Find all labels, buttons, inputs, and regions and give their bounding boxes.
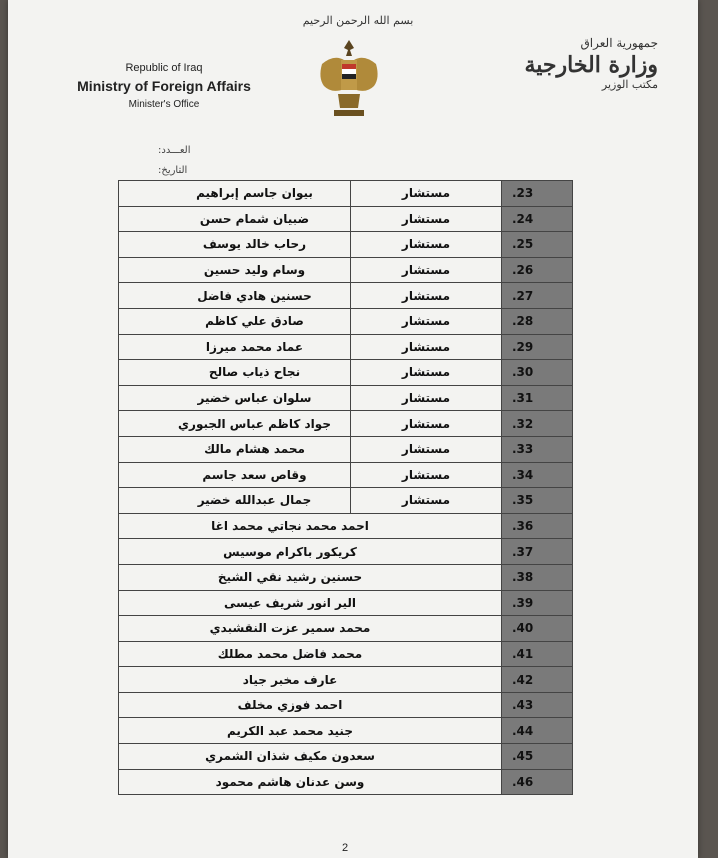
row-number: .27: [502, 283, 573, 309]
row-title: مستشار: [351, 462, 502, 488]
table-row: [119, 206, 573, 232]
row-name: محمد هشام مالك: [119, 436, 351, 462]
row-title: مستشار: [351, 206, 502, 232]
row-title: مستشار: [351, 436, 502, 462]
row-name: صادق علي كاظم: [119, 308, 351, 334]
page-number: 2: [342, 842, 349, 854]
row-number: .42: [502, 667, 573, 693]
row-name: جنيد محمد عبد الكريم: [119, 718, 502, 744]
row-number: .28: [502, 308, 573, 334]
table-row: [119, 667, 573, 693]
row-title: مستشار: [351, 283, 502, 309]
row-title: مستشار: [351, 360, 502, 386]
table-row: [119, 436, 573, 462]
row-name: احمد فوزي مخلف: [119, 692, 502, 718]
table-row: [119, 257, 573, 283]
row-name: محمد فاضل محمد مطلك: [119, 641, 502, 667]
table-row: [119, 308, 573, 334]
republic-label: Republic of Iraq: [125, 62, 203, 74]
row-title: مستشار: [351, 232, 502, 258]
row-number: .33: [502, 436, 573, 462]
table-row: [119, 385, 573, 411]
row-number: .32: [502, 411, 573, 437]
row-title: مستشار: [351, 411, 502, 437]
ministry-label: Ministry of Foreign Affairs: [77, 78, 251, 94]
row-number: .41: [502, 641, 573, 667]
row-name: حسنين هادي فاضل: [119, 283, 351, 309]
table-row: [119, 539, 573, 565]
row-number: .44: [502, 718, 573, 744]
row-name: وسام وليد حسين: [119, 257, 351, 283]
table-row: [119, 616, 573, 642]
row-name: عارف مخبر جياد: [119, 667, 502, 693]
row-number: .23: [502, 181, 573, 207]
table-row: [119, 718, 573, 744]
reference-date-label: التاريخ:: [158, 165, 188, 176]
row-name: احمد محمد نجاتي محمد اغا: [119, 513, 502, 539]
row-title: مستشار: [351, 181, 502, 207]
table-row: [119, 283, 573, 309]
row-name: وسن عدنان هاشم محمود: [119, 769, 502, 795]
row-name: الير انور شريف عيسى: [119, 590, 502, 616]
table-row: [119, 334, 573, 360]
office-label: Minister's Office: [128, 99, 200, 110]
row-name: رحاب خالد يوسف: [119, 232, 351, 258]
row-name: سعدون مكيف شذان الشمري: [119, 744, 502, 770]
table-row: [119, 360, 573, 386]
row-name: جمال عبدالله خضير: [119, 488, 351, 514]
row-title: مستشار: [351, 385, 502, 411]
row-name: عماد محمد ميرزا: [119, 334, 351, 360]
row-number: .40: [502, 616, 573, 642]
row-number: .39: [502, 590, 573, 616]
table-row: [119, 692, 573, 718]
row-number: .35: [502, 488, 573, 514]
row-name: كريكور باكرام موسيس: [119, 539, 502, 565]
row-number: .46: [502, 769, 573, 795]
ministry-label-ar: وزارة الخارجية: [524, 52, 658, 78]
table-row: [119, 769, 573, 795]
row-title: مستشار: [351, 308, 502, 334]
table-row: [119, 488, 573, 514]
row-name: نجاح ذياب صالح: [119, 360, 351, 386]
row-name: محمد سمير عزت النقشبدي: [119, 616, 502, 642]
row-number: .43: [502, 692, 573, 718]
row-title: مستشار: [351, 488, 502, 514]
iraq-eagle-emblem: [314, 34, 384, 124]
staff-list-table: [118, 180, 573, 795]
row-number: .37: [502, 539, 573, 565]
arabic-letterhead: [478, 36, 658, 91]
row-number: .30: [502, 360, 573, 386]
table-row: [119, 411, 573, 437]
row-title: مستشار: [351, 257, 502, 283]
row-number: .45: [502, 744, 573, 770]
republic-label-ar: جمهورية العراق: [580, 36, 658, 50]
table-row: [119, 564, 573, 590]
row-number: .38: [502, 564, 573, 590]
english-letterhead: [64, 62, 264, 110]
row-name: جواد كاظم عباس الجبوري: [119, 411, 351, 437]
row-name: ضبيان شمام حسن: [119, 206, 351, 232]
row-name: بيوان جاسم إبراهيم: [119, 181, 351, 207]
table-row: [119, 513, 573, 539]
row-number: .24: [502, 206, 573, 232]
table-row: [119, 641, 573, 667]
table-row: [119, 590, 573, 616]
row-number: .36: [502, 513, 573, 539]
table-row: [119, 744, 573, 770]
row-title: مستشار: [351, 334, 502, 360]
row-name: حسنين رشيد نقي الشيخ: [119, 564, 502, 590]
row-name: سلوان عباس خضير: [119, 385, 351, 411]
table-row: [119, 232, 573, 258]
row-number: .29: [502, 334, 573, 360]
row-name: وقاص سعد جاسم: [119, 462, 351, 488]
table-row: [119, 462, 573, 488]
basmala-text: بسم الله الرحمن الرحيم: [302, 14, 414, 27]
row-number: .26: [502, 257, 573, 283]
office-label-ar: مكتب الوزير: [601, 78, 658, 91]
row-number: .31: [502, 385, 573, 411]
row-number: .34: [502, 462, 573, 488]
table-row: [119, 181, 573, 207]
reference-number-label: العـــدد:: [158, 145, 191, 156]
row-number: .25: [502, 232, 573, 258]
